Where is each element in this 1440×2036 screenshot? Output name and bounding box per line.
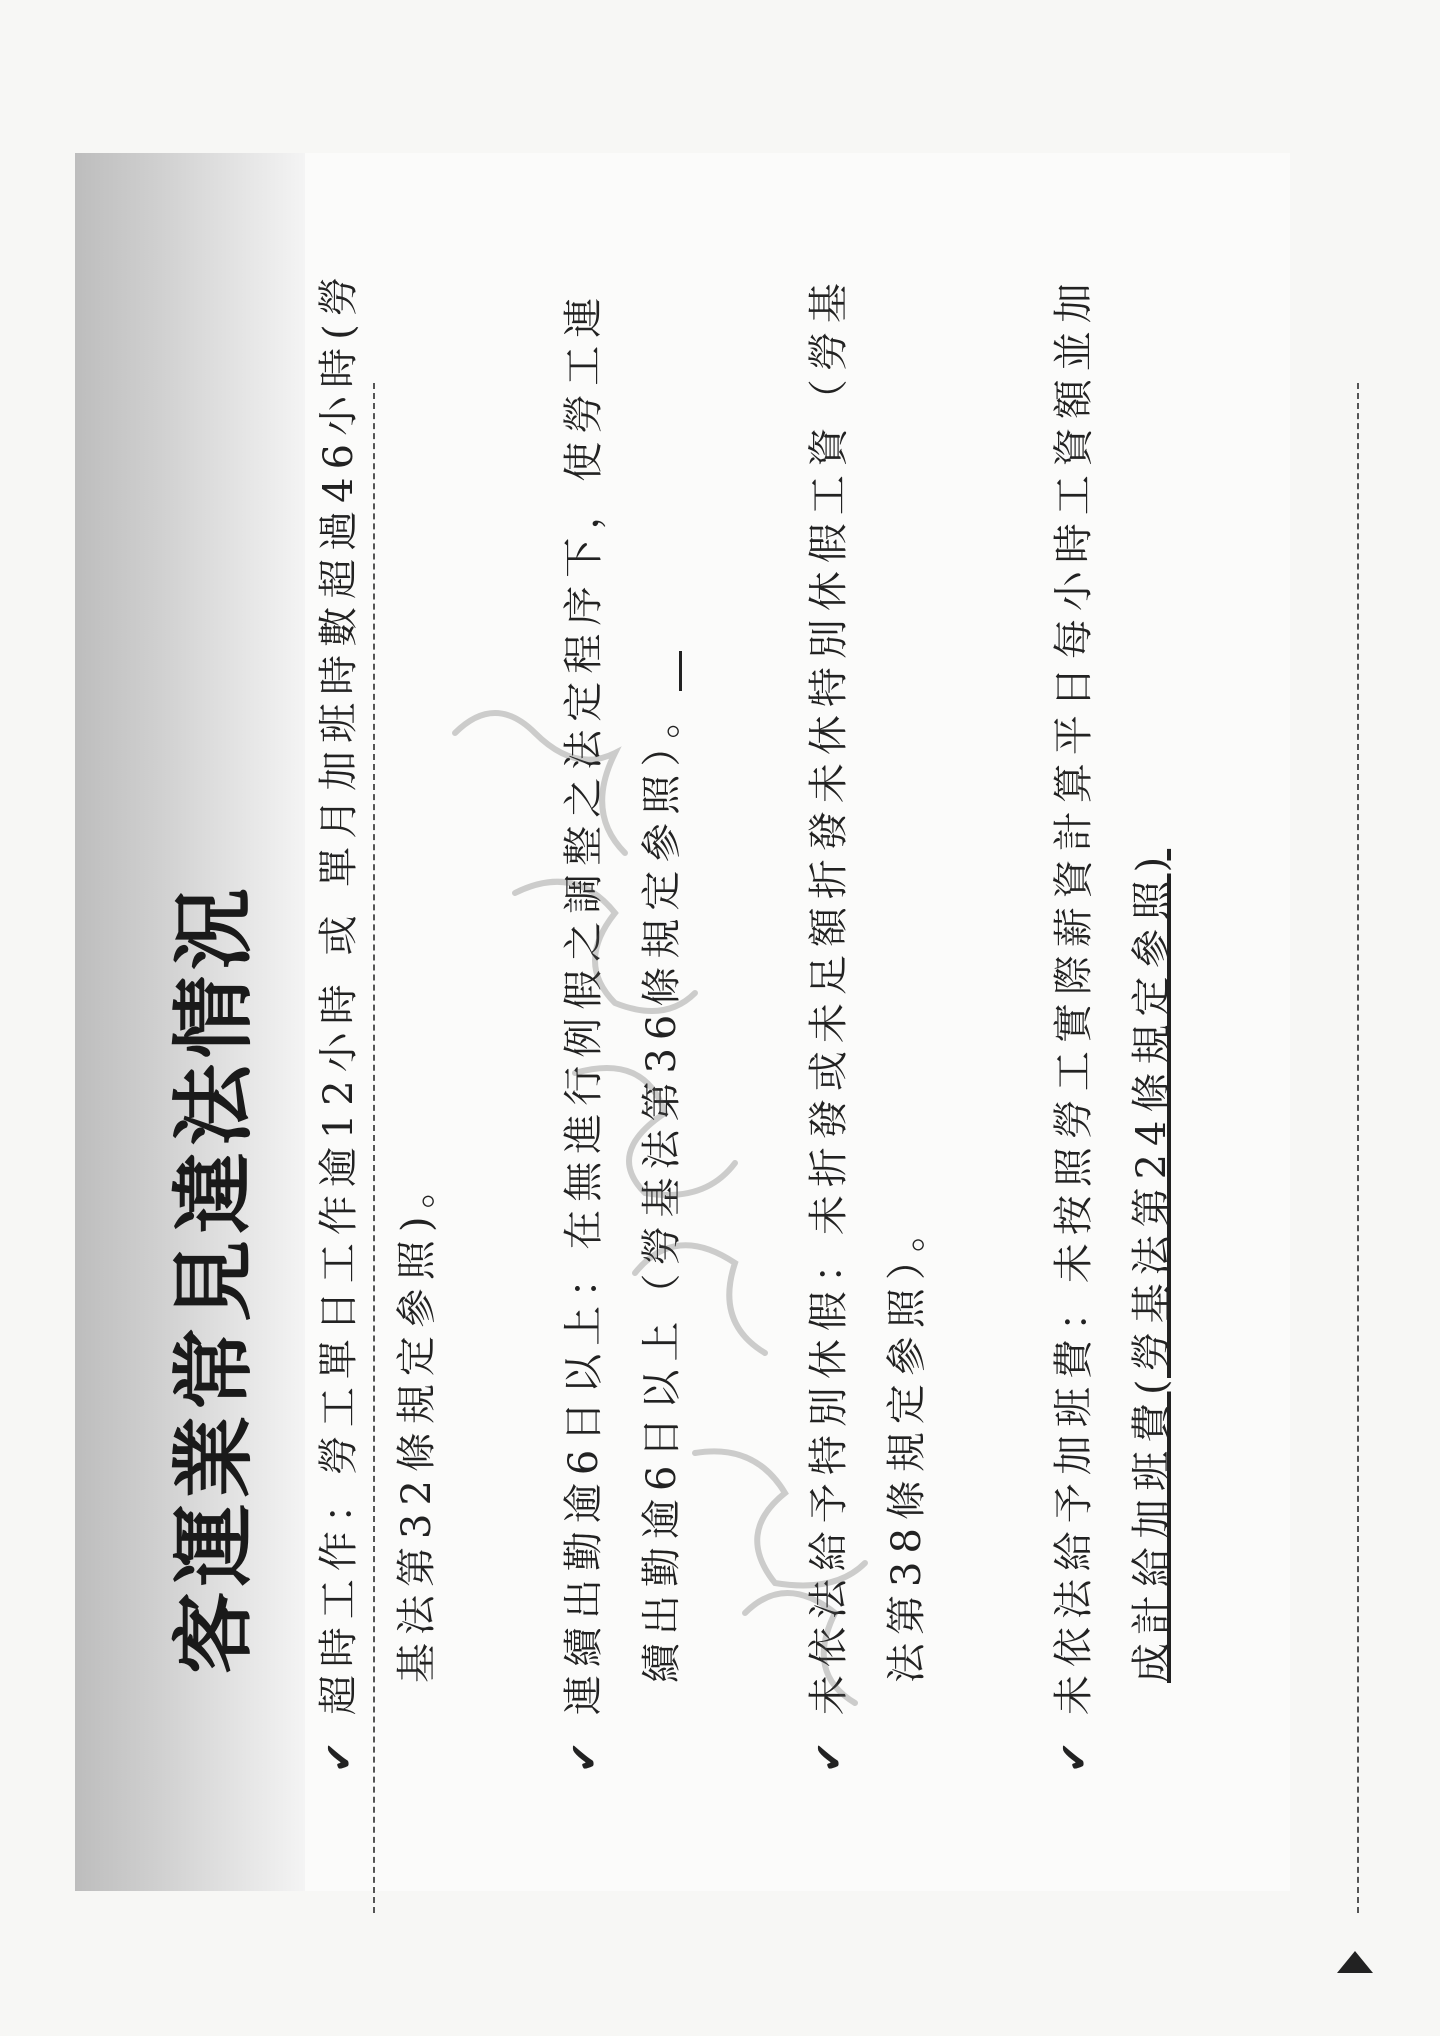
- divider-right: [1357, 383, 1359, 1913]
- list-item-line: [790, 273, 868, 1773]
- list-item-text: 成計給加班費(勞基法第24條規定參照): [1129, 848, 1175, 1683]
- triangle-up-icon: [1337, 1951, 1373, 1973]
- list-item-text: 未依法給予特別休假：未折發或未足額折發未休特別休假工資（勞基: [806, 275, 852, 1716]
- list-item-text: 基法第32條規定參照)。: [394, 1160, 440, 1683]
- list-item-text: 連續出勤逾6日以上：在無進行例假之調整之法定程序下，使勞工連: [561, 289, 607, 1716]
- underline-mark: [649, 651, 682, 691]
- list-item: [790, 273, 946, 1773]
- list-item: [545, 273, 701, 1773]
- check-icon: ✔: [807, 1733, 851, 1773]
- slide: [75, 153, 1290, 1891]
- list-item-line: [868, 273, 946, 1773]
- list-item: [1035, 273, 1191, 1773]
- list-item-text: 超時工作：勞工單日工作逾12小時 或 單月加班時數超過46小時(勞: [316, 268, 362, 1716]
- list-item-line: [1035, 273, 1113, 1773]
- check-icon: ✔: [317, 1733, 361, 1773]
- list-item-text: 續出勤逾6日以上（勞基法第36條規定參照）。: [639, 690, 685, 1683]
- page-title: 客運業常見違法情況: [167, 882, 262, 1675]
- list-item: [300, 268, 456, 1773]
- check-icon: ✔: [1052, 1733, 1096, 1773]
- list-item-line: [378, 273, 456, 1773]
- list-item-text: 法第38條規定參照）。: [884, 1204, 930, 1683]
- list-item-text: 未依法給予加班費：未按照勞工實際薪資計算平日每小時工資額並加: [1051, 275, 1097, 1716]
- list-item-line: [1113, 273, 1191, 1773]
- list-item-line: [300, 268, 378, 1773]
- list-item-line: [623, 273, 701, 1773]
- check-icon: ✔: [562, 1733, 606, 1773]
- list-item-line: [545, 273, 623, 1773]
